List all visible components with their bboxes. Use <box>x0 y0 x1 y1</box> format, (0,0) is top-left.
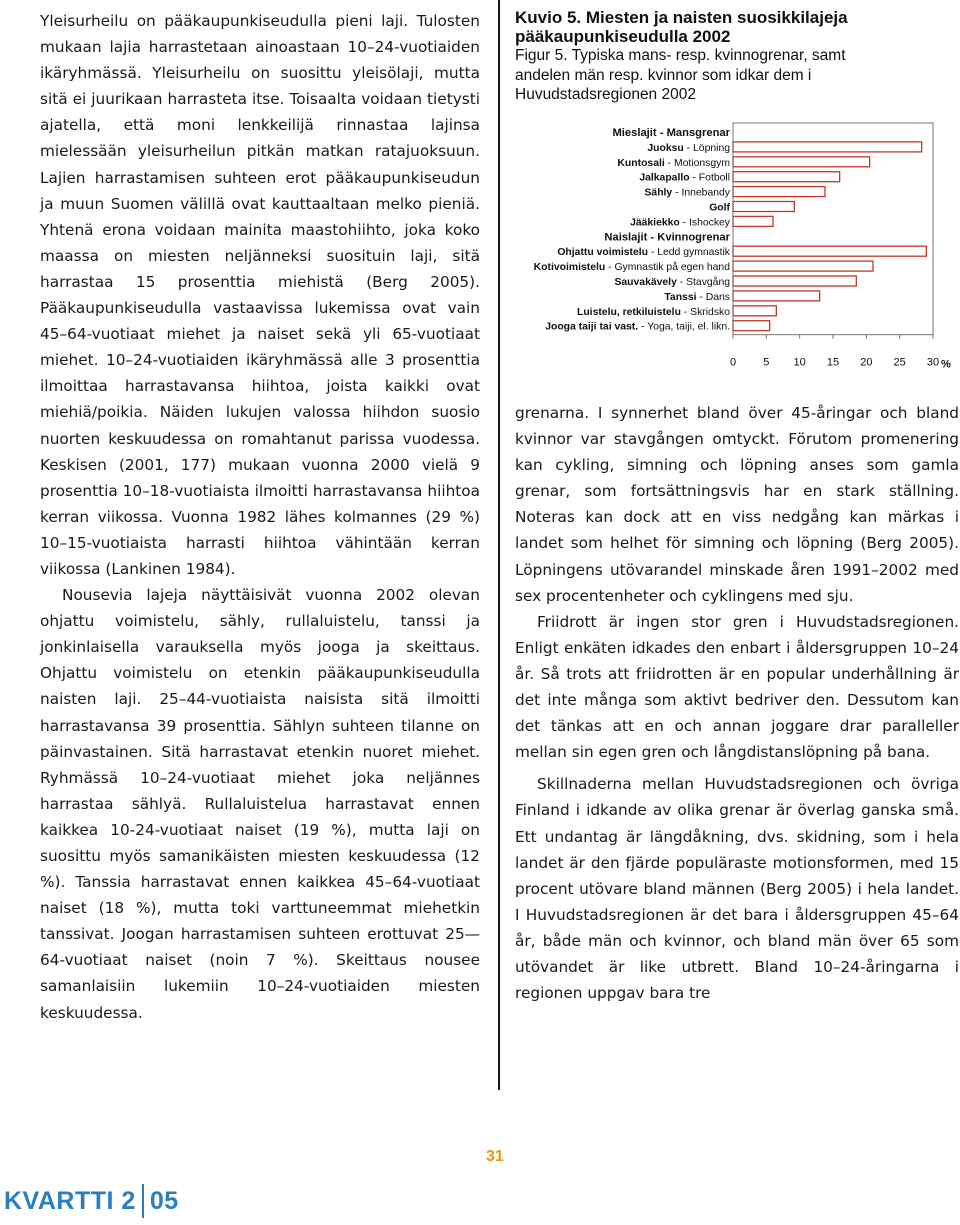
x-tick-label: 0 <box>729 356 737 369</box>
figure-title-line: Kuvio 5. Miesten ja naisten suosikkilajeja <box>515 8 848 27</box>
category-label-part: Kotivoimistelu <box>533 262 606 274</box>
category-label-part: - Dans <box>696 291 730 303</box>
left-text-column <box>40 8 480 1026</box>
category-label-part: - Motionsgym <box>664 157 730 169</box>
body-paragraph: Skillnaderna mellan Huvudstadsregionen och övriga Finland i idkande av olika grenar är överlag ganska små. Ett undantag är längdåkning, dvs. skidning, som i hela landet är den fjärde populäraste motionsformen, med 15 procent utövare bland männen (Berg 2005) i hela landet. I Huvudstadsregionen är det bara i åldersgruppen 45–64 år, både män och kvinnor, och bland män över 65 som utövandet är like utbrett. Bland 10–24-åringarna i regionen uppgav bara tre <box>515 775 959 1003</box>
figure-subtitle-line: Huvudstadsregionen 2002 <box>515 86 696 103</box>
figure-title-line: pääkaupunkiseudulla 2002 <box>515 27 731 46</box>
figure-subtitle-line: andelen män resp. kvinnor som idkar dem i <box>515 66 812 84</box>
bar-0-5 <box>733 216 773 226</box>
category-label-part: - Ishockey <box>679 217 730 229</box>
category-label <box>639 173 730 184</box>
brand-left: KVARTTI 2 <box>4 1186 136 1215</box>
category-label-part: Juoksu <box>647 142 684 154</box>
category-label <box>647 143 730 154</box>
x-tick-label: 25 <box>893 356 906 369</box>
plot-frame <box>733 123 933 335</box>
bar-0-2 <box>733 172 840 182</box>
bar-0-0 <box>733 142 922 152</box>
group-heading-0 <box>612 127 730 139</box>
group-heading-0-part: Mieslajit - Mansgrenar <box>612 127 730 139</box>
right-text-body <box>515 400 959 1006</box>
category-label-part: Golf <box>709 202 730 214</box>
bar-1-1 <box>733 261 873 271</box>
figure-subtitle <box>515 46 959 105</box>
brand-separator <box>142 1184 144 1218</box>
group-heading-1 <box>604 231 730 243</box>
x-tick-label: 10 <box>793 356 806 369</box>
bar-1-5 <box>733 321 770 331</box>
category-label-part: Kuntosali <box>617 157 665 169</box>
bar-chart <box>515 121 959 411</box>
category-label-part: Sähly <box>644 187 673 199</box>
body-paragraph: Yleisurheilu on pääkaupunkiseudulla pieni laji. Tulosten mukaan lajia harrastetaan ainoastaan 10–24-vuotiaiden ikäryhmässä. Yleisurheilu on suosittu yleisölaji, mutta sitä ei juurikaan harrasteta itse. Toisaalta voidaan tietysti ajatella, että moni lenkkeilijä rinnastaa lajinsa mielessään yleisurheilun pitkän matkan ratajuoksuun. Lajien harrastamisen suhteen erot pääkaupunkiseudun ja muun Suomen välillä ovat kauttaaltaan melko pieniä. Yhtenä erona voidaan mainita maastohiihto, joka koko maassa on miesten neljänneksi suosituin laji, sitä harrastaa 15 prosenttia miehistä (Berg 2005). Pääkaupunkiseudulla vastaavissa lukemissa ovat vain 45–64-vuotiaat miehet ja naiset sekä yli 65-vuotiaat miehet. 10–24-vuotiaiden ikäryhmässä alle 3 prosenttia ilmoittaa harrastavansa hiihtoa, joista kaikki ovat miehiä/poikia. Näiden lukujen valossa hiihdon suosio nuorten keskuudessa on romahtanut parissa vuodessa. Keskisen (2001, 177) mukaan vuonna 2000 vielä 9 prosenttia 10–18-vuotiaista ilmoitti harrastavansa hiihtoa kerran viikossa. Vuonna 1982 lähes kolmannes (29 %) 10–15-vuotiaista harrasti hiihtoa vähintään kerran viikossa (Lankinen 1984). <box>40 12 480 578</box>
bar-0-1 <box>733 157 870 167</box>
x-tick-label: 5 <box>763 356 770 369</box>
category-label <box>644 188 730 199</box>
bar-1-2 <box>733 276 856 286</box>
x-tick-label: 15 <box>826 356 840 369</box>
page-number: 31 <box>486 1148 504 1165</box>
x-unit-label: % <box>941 358 951 371</box>
brand-right: 05 <box>149 1186 179 1215</box>
category-label-part: Jooga taiji tai vast. <box>545 321 639 333</box>
category-label-part: Luistelu, retkiluistelu <box>576 306 681 318</box>
category-label <box>664 292 730 303</box>
bar-0-4 <box>733 202 794 212</box>
category-label-part: - Gymnastik på egen hand <box>605 262 730 274</box>
bar-1-4 <box>733 306 776 316</box>
figure-subtitle-line: Figur 5. Typiska mans- resp. kvinnogrenar, samt <box>515 47 846 64</box>
category-label-part: - Löpning <box>683 142 730 154</box>
category-label-part: - Ledd gymnastik <box>647 247 730 259</box>
category-label-part: - Innebandy <box>672 187 730 199</box>
category-label-part: Jalkapallo <box>639 172 690 184</box>
x-tick-label: 30 <box>926 356 940 369</box>
category-label-part: Ohjattu voimistelu <box>557 247 648 259</box>
bar-1-3 <box>733 291 820 301</box>
body-paragraph: Friidrott är ingen stor gren i Huvudstadsregionen. Enligt enkäten idkades den enbart i åldersgruppen 10–24 år. Så trots att friidrotten är en popular underhållning är det inte många som aktivt bedriver den. Dessutom kan det tänkas att en och annan joggare drar paralleller mellan sin egen gren och långdistanslöpning på bana. <box>515 612 959 762</box>
category-label-part: Tanssi <box>664 291 697 303</box>
figure-title <box>515 8 959 46</box>
body-paragraph: grenarna. I synnerhet bland över 45-åringar och bland kvinnor var stavgången omtyckt. Förutom promenering kan cykling, simning och löpning anses som gamla grenar, som fortsättningsvis har en stark ställning. Noteras kan dock att en viss nedgång kan märkas i landet som helhet för simning och löpning (Berg 2005). Löpningens utövarandel minskade åren 1991–2002 med sex procentenheter och cyklingens med sju. <box>515 404 959 605</box>
category-label-part: Sauvakävely <box>614 277 677 288</box>
category-label <box>534 261 731 273</box>
category-label-part: - Fotboll <box>689 172 730 184</box>
category-label-part: - Stavgång <box>676 277 730 288</box>
x-tick-label: 20 <box>860 356 873 369</box>
category-label <box>557 247 730 258</box>
chart-svg <box>515 121 959 411</box>
category-label <box>630 217 731 228</box>
category-label-part: - Skridsko <box>680 306 730 318</box>
bar-1-0 <box>733 246 926 256</box>
category-label-part: - Yoga, taiji, el. likn. <box>638 321 730 333</box>
category-label <box>614 276 730 288</box>
group-heading-1-part: Naislajit - Kvinnogrenar <box>604 231 730 244</box>
category-label-part: Jääkiekko <box>630 217 680 229</box>
body-paragraph: Nousevia lajeja näyttäisivät vuonna 2002 olevan ohjattu voimistelu, sähly, rullaluistelu, tanssi ja jonkinlaisella varauksella myös jooga ja skeittaus. Ohjattu voimistelu on etenkin pääkaupunkiseudulla naisten laji. 25–44-vuotiaista naisista sitä ilmoitti harrastavansa 39 prosenttia. Sählyn suhteen tilanne on päinvastainen. Sitä harrastavat etenkin nuoret miehet. Ryhmässä 10–24-vuotiaat miehet joka neljännes harrastaa sählyä. Rullaluistelua harrastavat ennen kaikkea 10-24-vuotiaat naiset (19 %), mutta laji on suosittu myös samanikäisten miesten keskuudessa (12 %). Tanssia harrastavat ennen kaikkea 45–64-vuotiaat naiset (18 %), mutta toki varttuneemmat miehetkin tanssivat. Joogan harrastamisen suhteen erottuvat 25—64-vuotiaat naiset (noin 7 %). Skeittaus nousee samanlaisiin lukemiin 10–24-vuotiaiden miesten keskuudessa. <box>40 586 480 1022</box>
brand-logo <box>4 1184 179 1218</box>
category-label <box>617 158 730 169</box>
category-label <box>577 307 730 318</box>
category-label <box>709 203 730 214</box>
bar-0-3 <box>733 187 825 197</box>
column-divider <box>498 0 500 1090</box>
category-label <box>545 322 730 333</box>
right-column <box>515 8 959 1003</box>
